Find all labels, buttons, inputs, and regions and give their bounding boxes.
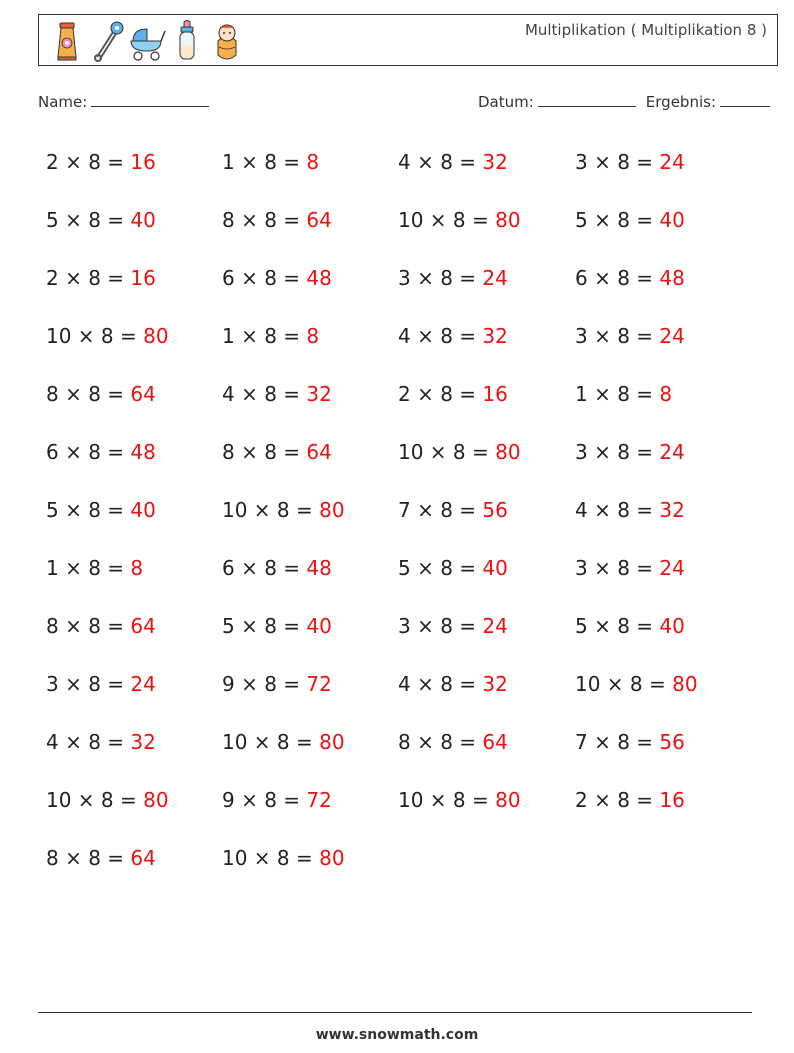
date-label: Datum:: [478, 93, 534, 111]
problem-item: [398, 258, 575, 316]
problem-item: [575, 722, 755, 780]
powder-bottle-icon: [47, 19, 87, 63]
problem-question: 1 × 8 =: [46, 556, 125, 580]
problem-answer: 80: [143, 788, 169, 812]
problem-item: [222, 142, 398, 200]
problem-question: 10 × 8 =: [575, 672, 666, 696]
problem-question: 3 × 8 =: [46, 672, 125, 696]
problem-question: 5 × 8 =: [575, 208, 654, 232]
problem-item: [398, 722, 575, 780]
problem-question: 5 × 8 =: [575, 614, 654, 638]
baby-bottle-icon: [167, 19, 207, 63]
problem-question: 4 × 8 =: [46, 730, 125, 754]
safety-pin-icon: [87, 19, 127, 63]
problem-question: 1 × 8 =: [222, 324, 301, 348]
problem-item: [46, 490, 222, 548]
problem-answer: 24: [659, 556, 685, 580]
problem-question: 10 × 8 =: [46, 324, 137, 348]
problem-item: [46, 548, 222, 606]
problem-answer: 48: [130, 440, 156, 464]
problem-answer: 80: [672, 672, 698, 696]
problem-question: 9 × 8 =: [222, 672, 301, 696]
problem-question: 6 × 8 =: [575, 266, 654, 290]
problem-answer: 24: [659, 324, 685, 348]
problem-question: 5 × 8 =: [46, 208, 125, 232]
footer-url: www.snowmath.com: [315, 1027, 479, 1043]
problem-answer: 24: [130, 672, 156, 696]
problem-item: [222, 490, 398, 548]
problem-answer: 32: [659, 498, 685, 522]
problem-question: 8 × 8 =: [222, 440, 301, 464]
problem-answer: 80: [143, 324, 169, 348]
problem-question: 2 × 8 =: [398, 382, 477, 406]
problem-answer: 48: [306, 266, 332, 290]
problem-answer: 40: [659, 614, 685, 638]
problem-question: 10 × 8 =: [398, 440, 489, 464]
problem-answer: 40: [306, 614, 332, 638]
problem-item: [46, 664, 222, 722]
problem-question: 7 × 8 =: [398, 498, 477, 522]
name-field: [38, 92, 209, 111]
problem-answer: 8: [306, 324, 320, 348]
problem-item: [222, 316, 398, 374]
problem-answer: 8: [130, 556, 144, 580]
problem-answer: 64: [130, 382, 156, 406]
name-blank: [91, 92, 209, 107]
problem-item: [575, 258, 755, 316]
problem-answer: 72: [306, 672, 332, 696]
worksheet-title: Multiplikation ( Multiplikation 8 ): [524, 21, 767, 39]
problem-item: [46, 780, 222, 838]
problem-question: 6 × 8 =: [222, 556, 301, 580]
problem-item: [575, 606, 755, 664]
problem-item: [222, 722, 398, 780]
problem-answer: 80: [319, 846, 345, 870]
problem-answer: 16: [659, 788, 685, 812]
problem-answer: 80: [495, 788, 521, 812]
problem-answer: 32: [482, 672, 508, 696]
baby-stroller-icon: [127, 19, 167, 63]
problem-answer: 64: [306, 440, 332, 464]
header-icons: [47, 19, 247, 63]
problem-item: [46, 606, 222, 664]
problem-item: [575, 548, 755, 606]
problem-question: 7 × 8 =: [575, 730, 654, 754]
problem-item: [222, 664, 398, 722]
problem-question: 4 × 8 =: [398, 324, 477, 348]
problem-item: [222, 838, 398, 896]
problem-item: [222, 374, 398, 432]
problem-answer: 72: [306, 788, 332, 812]
problem-item: [575, 490, 755, 548]
problem-answer: 32: [482, 150, 508, 174]
problem-answer: 32: [130, 730, 156, 754]
problem-answer: 32: [306, 382, 332, 406]
worksheet-header: [38, 14, 778, 66]
problem-answer: 56: [482, 498, 508, 522]
problem-question: 5 × 8 =: [46, 498, 125, 522]
problem-question: 3 × 8 =: [575, 150, 654, 174]
problem-question: 10 × 8 =: [222, 846, 313, 870]
problem-question: 1 × 8 =: [222, 150, 301, 174]
problem-answer: 64: [130, 846, 156, 870]
problem-question: 10 × 8 =: [222, 498, 313, 522]
problem-question: 6 × 8 =: [46, 440, 125, 464]
problem-question: 3 × 8 =: [575, 440, 654, 464]
problem-question: 1 × 8 =: [575, 382, 654, 406]
problem-answer: 80: [495, 208, 521, 232]
problem-question: 8 × 8 =: [46, 846, 125, 870]
date-blank: [538, 92, 636, 107]
problem-item: [398, 780, 575, 838]
problem-item: [46, 258, 222, 316]
problem-item: [46, 142, 222, 200]
problem-item: [398, 432, 575, 490]
problem-answer: 16: [482, 382, 508, 406]
result-label: Ergebnis:: [645, 93, 716, 111]
problem-question: 5 × 8 =: [398, 556, 477, 580]
problem-answer: 56: [659, 730, 685, 754]
problem-question: 8 × 8 =: [398, 730, 477, 754]
problem-answer: 32: [482, 324, 508, 348]
problem-question: 10 × 8 =: [46, 788, 137, 812]
problem-answer: 24: [659, 440, 685, 464]
problem-item: [46, 722, 222, 780]
problem-question: 5 × 8 =: [222, 614, 301, 638]
problem-question: 10 × 8 =: [222, 730, 313, 754]
problem-answer: 8: [306, 150, 320, 174]
problem-grid: [46, 142, 766, 896]
swaddled-baby-icon: [207, 19, 247, 63]
problem-item: [575, 432, 755, 490]
problem-item: [575, 316, 755, 374]
problem-answer: 48: [306, 556, 332, 580]
problem-question: 3 × 8 =: [398, 266, 477, 290]
problem-question: 4 × 8 =: [575, 498, 654, 522]
problem-question: 2 × 8 =: [575, 788, 654, 812]
problem-item: [575, 200, 755, 258]
name-label: Name:: [38, 93, 88, 111]
problem-answer: 24: [659, 150, 685, 174]
problem-answer: 8: [659, 382, 673, 406]
problem-answer: 80: [495, 440, 521, 464]
problem-question: 9 × 8 =: [222, 788, 301, 812]
problem-item: [46, 838, 222, 896]
problem-item: [398, 490, 575, 548]
problem-question: 4 × 8 =: [398, 672, 477, 696]
problem-question: 3 × 8 =: [575, 556, 654, 580]
problem-answer: 16: [130, 266, 156, 290]
problem-answer: 64: [482, 730, 508, 754]
problem-item: [46, 316, 222, 374]
problem-question: 10 × 8 =: [398, 208, 489, 232]
problem-item: [46, 374, 222, 432]
problem-answer: 40: [482, 556, 508, 580]
problem-item: [575, 374, 755, 432]
problem-question: 6 × 8 =: [222, 266, 301, 290]
problem-answer: 40: [130, 208, 156, 232]
problem-item: [575, 664, 755, 722]
problem-question: 2 × 8 =: [46, 266, 125, 290]
problem-item: [398, 316, 575, 374]
problem-question: 4 × 8 =: [222, 382, 301, 406]
problem-answer: 80: [319, 498, 345, 522]
problem-question: 4 × 8 =: [398, 150, 477, 174]
result-blank: [720, 92, 770, 107]
problem-answer: 80: [319, 730, 345, 754]
problem-item: [575, 780, 755, 838]
problem-item: [398, 548, 575, 606]
problem-item: [575, 142, 755, 200]
problem-item: [222, 780, 398, 838]
problem-question: 3 × 8 =: [398, 614, 477, 638]
problem-question: 10 × 8 =: [398, 788, 489, 812]
problem-question: 2 × 8 =: [46, 150, 125, 174]
footer-divider: [38, 1012, 752, 1013]
problem-item: [46, 432, 222, 490]
problem-answer: 48: [659, 266, 685, 290]
problem-item: [222, 548, 398, 606]
problem-question: 8 × 8 =: [46, 382, 125, 406]
problem-answer: 64: [130, 614, 156, 638]
problem-answer: 40: [130, 498, 156, 522]
problem-answer: 40: [659, 208, 685, 232]
problem-item: [222, 258, 398, 316]
problem-item: [222, 606, 398, 664]
problem-item: [46, 200, 222, 258]
problem-item: [398, 374, 575, 432]
problem-answer: 24: [482, 614, 508, 638]
problem-item: [398, 606, 575, 664]
problem-question: 3 × 8 =: [575, 324, 654, 348]
problem-item: [398, 664, 575, 722]
problem-item: [222, 432, 398, 490]
problem-question: 8 × 8 =: [46, 614, 125, 638]
problem-answer: 16: [130, 150, 156, 174]
problem-answer: 24: [482, 266, 508, 290]
problem-answer: 64: [306, 208, 332, 232]
date-result-fields: [478, 92, 770, 111]
problem-item: [398, 142, 575, 200]
problem-item: [222, 200, 398, 258]
problem-question: 8 × 8 =: [222, 208, 301, 232]
problem-item: [398, 200, 575, 258]
